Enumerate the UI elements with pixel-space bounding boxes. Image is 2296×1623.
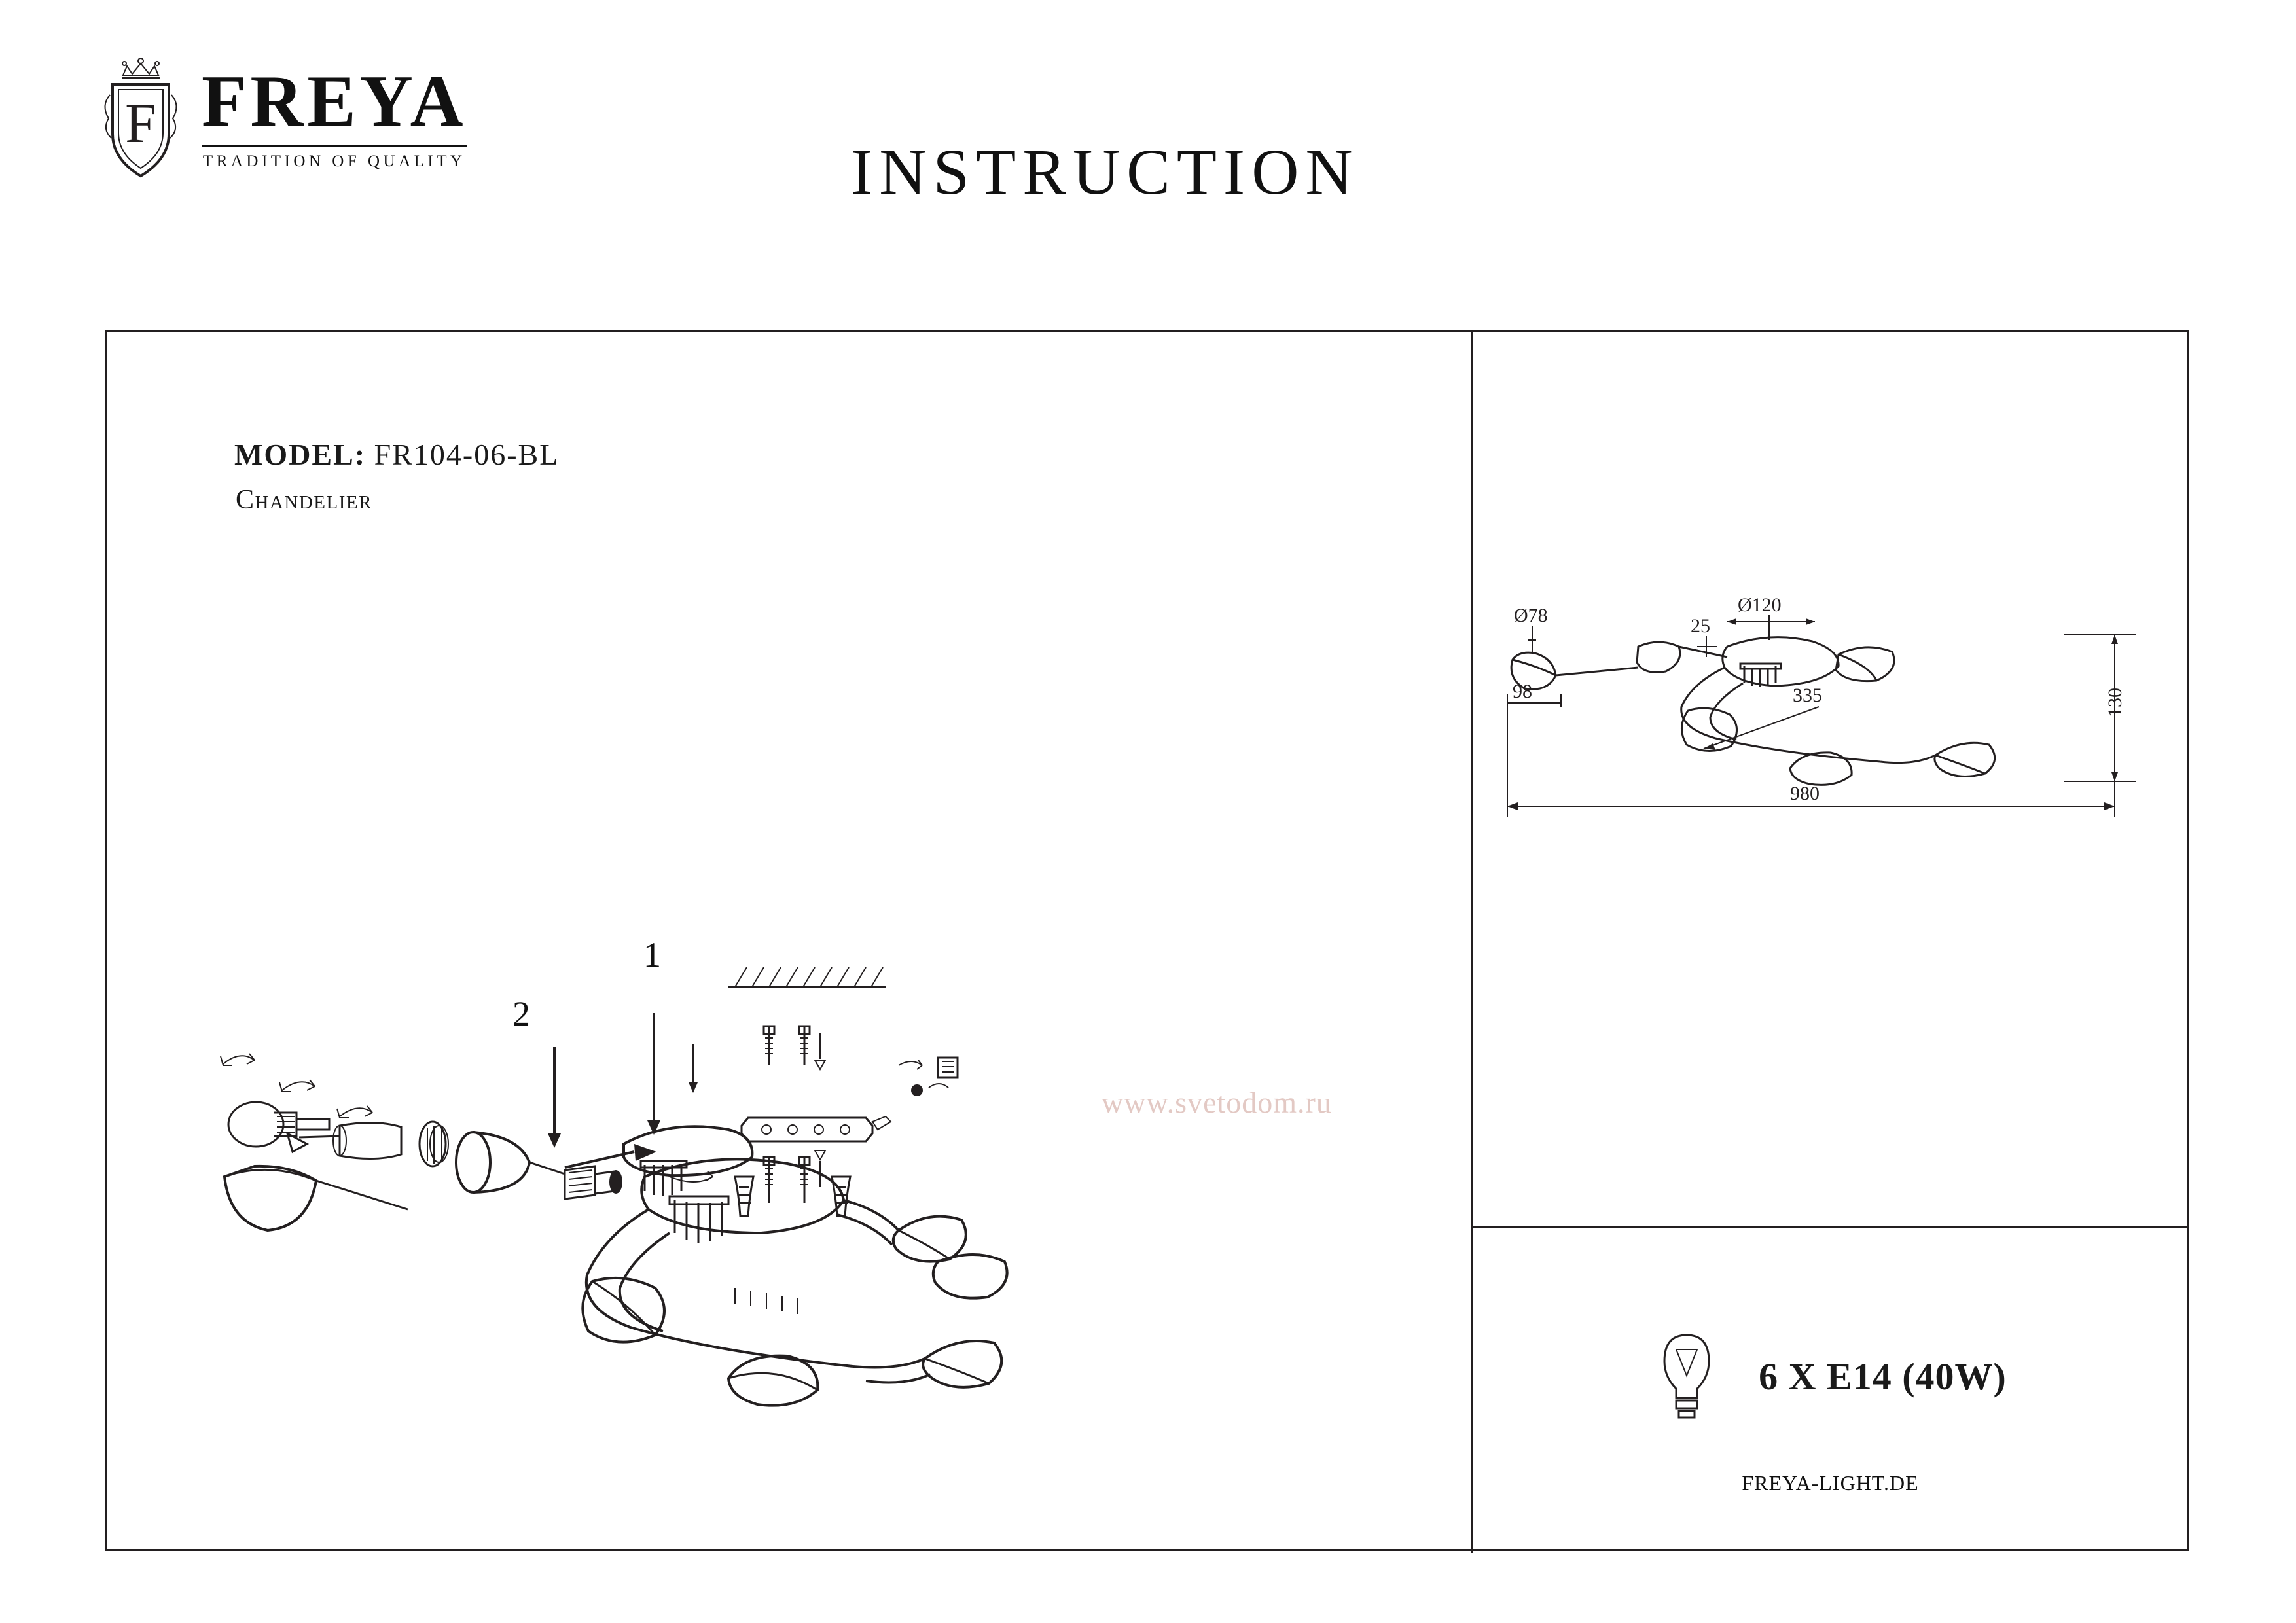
bulb-icon — [1654, 1327, 1719, 1425]
page-header — [0, 0, 2296, 308]
mounting-bar-icon — [742, 1116, 891, 1141]
arrow-small-down — [689, 1044, 698, 1093]
dim-total-width — [1507, 707, 2115, 817]
model-value: FR104-06-BL — [374, 438, 560, 471]
dim-height — [2064, 635, 2136, 781]
ring-icon — [420, 1122, 448, 1166]
dimension-diagram — [1488, 450, 2175, 1105]
brand-logo — [98, 56, 467, 180]
arrow-assembly — [565, 1144, 656, 1168]
fasteners-icon — [735, 1026, 850, 1216]
small-parts-icon — [899, 1058, 958, 1096]
dim-label-height: 130 — [2104, 688, 2126, 717]
dim-plate-diameter — [1727, 594, 1815, 640]
dim-label-plate-height: 25 — [1691, 615, 1710, 637]
brand-wordmark — [202, 61, 467, 171]
product-type: Chandelier — [236, 485, 372, 515]
ceiling-hatch-icon — [728, 967, 886, 987]
dim-label-plate-diameter: Ø120 — [1738, 594, 1782, 616]
dim-shade-diameter — [1514, 605, 1548, 652]
dim-label-shade-width: 98 — [1513, 681, 1532, 702]
fixture-silhouette-icon — [1511, 637, 1995, 785]
page-title: INSTRUCTION — [851, 135, 1359, 208]
bulb-exploded-icon — [228, 1102, 329, 1147]
arrow-step1 — [647, 1013, 660, 1135]
brand-name: FREYA — [202, 61, 467, 142]
shade-mid-icon — [456, 1132, 565, 1192]
arrow-step2 — [548, 1047, 561, 1148]
connector-icon — [565, 1166, 622, 1199]
assembly-diagram — [211, 869, 1390, 1510]
crest-icon — [98, 56, 183, 180]
dim-label-shade-diameter: Ø78 — [1514, 605, 1548, 626]
fixture-body-icon — [583, 1159, 1007, 1405]
step-number-1: 1 — [643, 935, 661, 974]
dim-label-arm-length: 335 — [1793, 685, 1822, 706]
svg-text:F: F — [125, 92, 156, 154]
brand-tagline: TRADITION OF QUALITY — [202, 152, 466, 170]
dim-label-total-width: 980 — [1790, 783, 1820, 804]
brand-rule — [202, 145, 467, 147]
model-line — [234, 437, 559, 472]
lamp-spec-text: 6 X E14 (40W) — [1759, 1355, 2007, 1398]
dim-shade-width — [1507, 681, 1561, 707]
watermark: www.svetodom.ru — [1102, 1086, 1332, 1119]
content-frame — [105, 330, 2189, 1551]
shade-left-icon — [224, 1166, 408, 1230]
footer-website: FREYA-LIGHT.DE — [1742, 1471, 1919, 1495]
step-number-2: 2 — [512, 994, 530, 1033]
rotate-arrows-icon — [221, 1054, 372, 1118]
model-label: MODEL: — [234, 438, 367, 471]
lamp-spec — [1471, 1228, 2189, 1551]
socket-icon — [287, 1122, 401, 1158]
